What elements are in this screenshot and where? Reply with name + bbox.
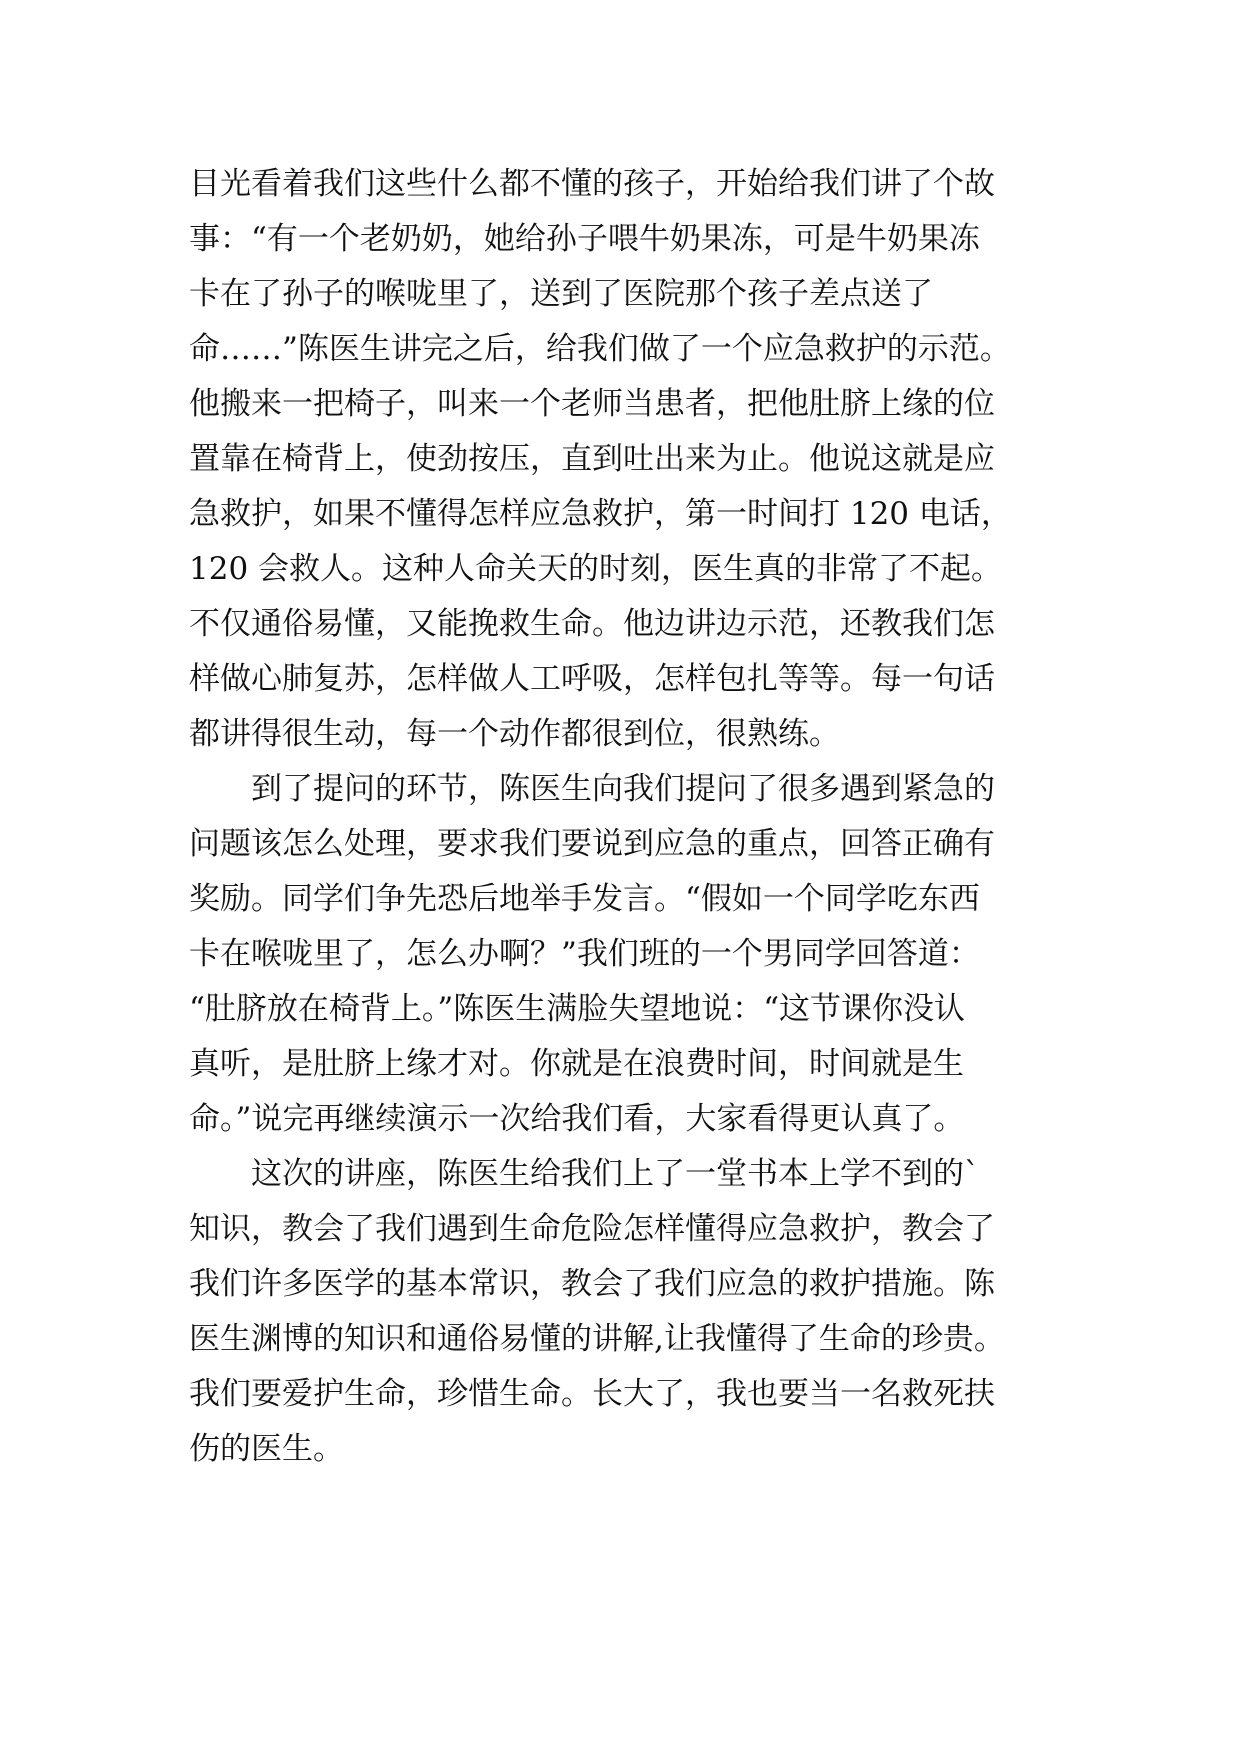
text-line: 真听，是肚脐上缘才对。你就是在浪费时间，时间就是生: [189, 1046, 964, 1082]
text-line: “肚脐放在椅背上。”陈医生满脸失望地说：“这节课你没认: [189, 991, 966, 1027]
text-line: 命。”说完再继续演示一次给我们看，大家看得更认真了。: [189, 1101, 965, 1137]
text-line: 医生渊博的知识和通俗易懂的讲解,让我懂得了生命的珍贵。: [189, 1321, 1005, 1357]
text-line: 样做心肺复苏，怎样做人工呼吸，怎样包扎等等。每一句话: [189, 661, 995, 697]
text-line: 问题该怎么处理，要求我们要说到应急的重点，回答正确有: [189, 826, 995, 862]
text-line: 奖励。同学们争先恐后地举手发言。“假如一个同学吃东西: [189, 881, 980, 917]
text-line: 知识，教会了我们遇到生命危险怎样懂得应急救护，教会了: [189, 1211, 995, 1247]
text-line: 我们要爱护生命，珍惜生命。长大了，我也要当一名救死扶: [189, 1376, 995, 1412]
text-line: 卡在喉咙里了，怎么办啊？”我们班的一个男同学回答道：: [189, 936, 980, 972]
text-line: 120 会救人。这种人命关天的时刻，医生真的非常了不起。: [189, 551, 1003, 587]
text-line: 我们许多医学的基本常识，教会了我们应急的救护措施。陈: [189, 1266, 995, 1302]
text-line: 都讲得很生动，每一个动作都很到位，很熟练。: [189, 716, 840, 752]
text-line: 伤的医生。: [189, 1431, 344, 1467]
text-line: 事：“有一个老奶奶，她给孙子喂牛奶果冻，可是牛奶果冻: [189, 221, 980, 257]
text-line: 不仅通俗易懂，又能挽救生命。他边讲边示范，还教我们怎: [189, 606, 995, 642]
text-line: 卡在了孙子的喉咙里了，送到了医院那个孩子差点送了: [189, 276, 933, 312]
text-line: 命……”陈医生讲完之后，给我们做了一个应急救护的示范。: [189, 331, 1011, 367]
paragraph-first-line: 到了提问的环节，陈医生向我们提问了很多遇到紧急的: [251, 771, 995, 807]
text-line: 急救护，如果不懂得怎样应急救护，第一时间打 120 电话，: [189, 496, 1012, 532]
paragraph-first-line: 这次的讲座，陈医生给我们上了一堂书本上学不到的`: [251, 1156, 980, 1192]
text-line: 他搬来一把椅子，叫来一个老师当患者，把他肚脐上缘的位: [189, 386, 995, 422]
text-line: 目光看着我们这些什么都不懂的孩子，开始给我们讲了个故: [189, 166, 995, 202]
text-line: 置靠在椅背上，使劲按压，直到吐出来为止。他说这就是应: [189, 441, 995, 477]
body-text: [189, 157, 1069, 1477]
